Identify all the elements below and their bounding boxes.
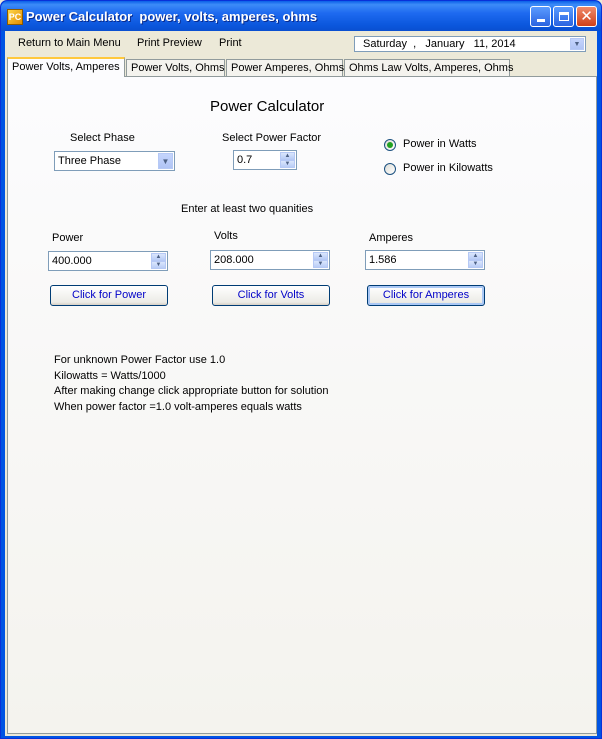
note-kilowatts: Kilowatts = Watts/1000 [54, 370, 166, 382]
volts-input[interactable] [210, 250, 330, 270]
amperes-label: Amperes [369, 232, 414, 244]
click-for-amperes-button[interactable]: Click for Amperes [367, 285, 485, 306]
power-input[interactable] [48, 251, 168, 271]
date-picker[interactable] [354, 36, 586, 52]
watts-radio[interactable] [384, 139, 396, 151]
power-spinner[interactable] [151, 253, 166, 269]
tab-power-volts-amperes[interactable]: Power Volts, Amperes [7, 57, 125, 77]
power-factor-spinner[interactable] [280, 152, 295, 168]
title-bar[interactable] [1, 1, 601, 31]
watts-radio-label[interactable]: Power in Watts [403, 138, 477, 150]
spin-up-icon[interactable]: ▲ [280, 152, 295, 160]
note-after-change: After making change click appropriate button for solution [54, 385, 329, 397]
menu-print[interactable]: Print [219, 37, 242, 49]
tab-panel [7, 76, 597, 734]
client-area [5, 31, 597, 736]
phase-value: Three Phase [58, 155, 121, 167]
spin-up-icon[interactable]: ▲ [468, 252, 483, 260]
volts-label: Volts [214, 230, 238, 242]
menu-print-preview[interactable]: Print Preview [137, 37, 202, 49]
instruction-text: Enter at least two quanities [181, 203, 314, 215]
app-icon[interactable]: PC [7, 9, 23, 25]
power-factor-value: 0.7 [237, 154, 253, 166]
menu-return-main[interactable]: Return to Main Menu [18, 37, 121, 49]
close-icon: ✕ [580, 7, 593, 25]
chevron-down-icon[interactable]: ▼ [570, 38, 584, 50]
menu-bar [5, 31, 597, 56]
power-label: Power [52, 232, 84, 244]
tab-power-amperes-ohms[interactable]: Power Amperes, Ohms [226, 59, 343, 76]
minimize-button[interactable] [530, 6, 551, 27]
click-for-volts-button[interactable]: Click for Volts [212, 285, 330, 306]
spin-down-icon[interactable]: ▼ [313, 260, 328, 268]
close-button[interactable] [576, 6, 597, 27]
amperes-value: 1.586 [369, 254, 397, 266]
power-factor-label: Select Power Factor [222, 132, 322, 144]
spin-up-icon[interactable]: ▲ [313, 252, 328, 260]
page-title: Power Calculator [210, 98, 325, 115]
window-title: Power Calculator power, volts, amperes, ohms [26, 9, 318, 24]
radio-selected-dot [387, 142, 393, 148]
chevron-down-icon[interactable]: ▼ [158, 153, 173, 169]
spin-up-icon[interactable]: ▲ [151, 253, 166, 261]
maximize-button[interactable] [553, 6, 574, 27]
phase-label: Select Phase [70, 132, 135, 144]
click-for-power-button[interactable]: Click for Power [50, 285, 168, 306]
spin-down-icon[interactable]: ▼ [151, 261, 166, 269]
spin-down-icon[interactable]: ▼ [468, 260, 483, 268]
phase-select[interactable] [54, 151, 175, 171]
spin-down-icon[interactable]: ▼ [280, 160, 295, 168]
kilowatts-radio-label[interactable]: Power in Kilowatts [403, 162, 493, 174]
amperes-input[interactable] [365, 250, 485, 270]
kilowatts-radio[interactable] [384, 163, 396, 175]
power-value: 400.000 [52, 255, 92, 267]
tab-ohms-law[interactable]: Ohms Law Volts, Amperes, Ohms [344, 59, 510, 76]
tab-strip [5, 57, 597, 77]
amperes-spinner[interactable] [468, 252, 483, 268]
tab-power-volts-ohms[interactable]: Power Volts, Ohms [126, 59, 225, 76]
note-volt-amperes: When power factor =1.0 volt-amperes equals watts [54, 401, 302, 413]
minimize-icon [537, 19, 545, 22]
volts-spinner[interactable] [313, 252, 328, 268]
power-factor-stepper[interactable] [233, 150, 297, 170]
maximize-icon [559, 12, 569, 21]
note-power-factor: For unknown Power Factor use 1.0 [54, 354, 226, 366]
date-value: Saturday , January 11, 2014 [363, 38, 516, 50]
volts-value: 208.000 [214, 254, 254, 266]
